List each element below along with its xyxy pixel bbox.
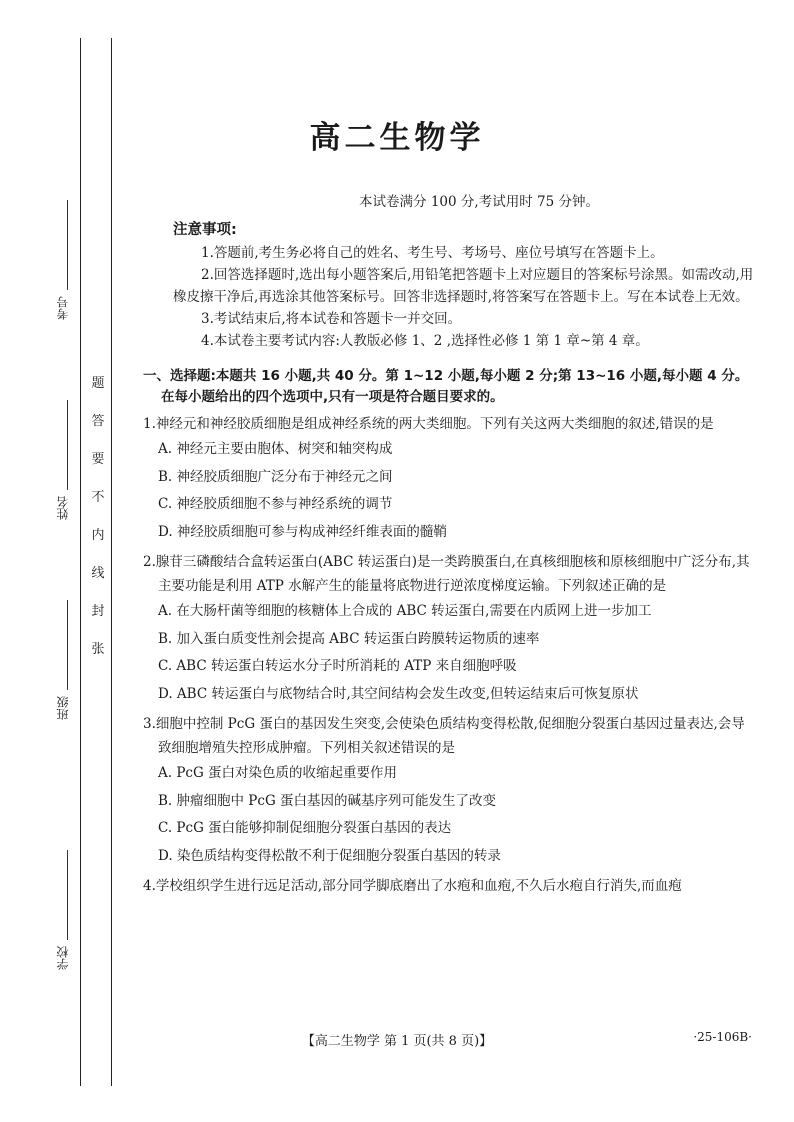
class-underline: [67, 600, 68, 690]
notice-heading: 注意事项:: [173, 222, 237, 238]
name-label: 姓名: [56, 496, 70, 520]
student-id-field[interactable]: [42, 200, 82, 320]
seal-char: 封: [91, 604, 105, 619]
option-d: D. 神经胶质细胞可参与构成神经纤维表面的髓鞘: [158, 523, 447, 540]
class-field[interactable]: [42, 600, 82, 720]
seal-char: 线: [91, 566, 105, 581]
page-footer: 【高二生物学 第 1 页(共 8 页)】: [301, 1034, 493, 1049]
school-label: 学校: [56, 946, 70, 970]
option-b: B. 神经胶质细胞广泛分布于神经元之间: [158, 468, 393, 485]
section-heading: 一、选择题:本题共 16 小题,共 40 分。第 1~12 小题,每小题 2 分;第 13~16 小题,每小题 4 分。在每小题给出的四个选项中,只有一项是符合题目要求的。: [143, 368, 749, 405]
option-d: D. 染色质结构变得松散不利于促细胞分裂蛋白基因的转录: [158, 847, 501, 864]
option-c: C. ABC 转运蛋白转运水分子时所消耗的 ATP 来自细胞呼吸: [158, 658, 517, 674]
option-b: B. 肿瘤细胞中 PcG 蛋白基因的碱基序列可能发生了改变: [158, 792, 497, 809]
question-stem: 2.腺苷三磷酸结合盒转运蛋白(ABC 转运蛋白)是一类跨膜蛋白,在真核细胞核和原核细胞中广泛分布,其主要功能是利用 ATP 水解产生的能量将底物进行逆浓度梯度运输。下列叙述正确的是: [143, 554, 750, 594]
binding-line-inner: [111, 38, 112, 1086]
option-b: B. 加入蛋白质变性剂会提高 ABC 转运蛋白跨膜转运物质的速率: [158, 630, 540, 647]
exam-meta: 本试卷满分 100 分,考试用时 75 分钟。: [359, 194, 599, 210]
question-4: [143, 874, 755, 898]
school-underline: [67, 850, 68, 940]
exam-title: 高二生物学: [309, 120, 485, 156]
question-1: [143, 412, 755, 546]
school-field[interactable]: [42, 850, 82, 970]
option-c: C. 神经胶质细胞不参与神经系统的调节: [158, 496, 393, 512]
option-a: A. 神经元主要由胞体、树突和轴突构成: [158, 441, 393, 457]
student-id-underline: [67, 200, 68, 290]
option-a: A. PcG 蛋白对染色质的收缩起重要作用: [158, 765, 398, 781]
seal-char: 不: [91, 490, 105, 505]
option-d: D. ABC 转运蛋白与底物结合时,其空间结构会发生改变,但转运结束后可恢复原状: [158, 685, 639, 702]
notice-item: 1.答题前,考生务必将自己的姓名、考生号、考场号、座位号填写在答题卡上。: [201, 245, 664, 261]
seal-char: 张: [91, 642, 105, 657]
option-c: C. PcG 蛋白能够抑制促细胞分裂蛋白基因的表达: [158, 820, 452, 836]
name-field[interactable]: [42, 400, 82, 520]
notice-item: 3.考试结束后,将本试卷和答题卡一并交回。: [201, 311, 462, 327]
question-stem: 3.细胞中控制 PcG 蛋白的基因发生突变,会使染色质结构变得松散,促细胞分裂蛋白基因过量表达,会导致细胞增殖失控形成肿瘤。下列相关叙述错误的是: [143, 716, 745, 756]
question-stem: 4.学校组织学生进行远足活动,部分同学脚底磨出了水疱和血疱,不久后水疱自行消失,而血疱: [143, 878, 682, 894]
exam-content: [143, 190, 755, 898]
question-3: [143, 712, 755, 870]
question-2: [143, 550, 755, 708]
seal-char: 题: [91, 376, 105, 391]
student-id-label: 考号: [56, 296, 70, 320]
seal-char: 要: [91, 452, 105, 467]
seal-char: 答: [91, 414, 105, 429]
question-stem: 1.神经元和神经胶质细胞是组成神经系统的两大类细胞。下列有关这两大类细胞的叙述,错误的是: [143, 416, 714, 432]
notice-item: 2.回答选择题时,选出每小题答案后,用铅笔把答题卡上对应题目的答案标号涂黑。如需改动,用橡皮擦干净后,再选涂其他答案标号。回答非选择题时,将答案写在答题卡上。写在本试卷上无效。: [173, 267, 754, 305]
notice-item: 4.本试卷主要考试内容:人教版必修 1、2 ,选择性必修 1 第 1 章~第 4 章。: [201, 333, 649, 349]
name-underline: [67, 400, 68, 490]
exam-code: ·25-106B·: [693, 1030, 752, 1044]
seal-char: 内: [91, 528, 105, 543]
class-label: 班级: [56, 696, 70, 720]
seal-warning-text: [88, 372, 108, 657]
option-a: A. 在大肠杆菌等细胞的核糖体上合成的 ABC 转运蛋白,需要在内质网上进一步加工: [158, 603, 652, 619]
